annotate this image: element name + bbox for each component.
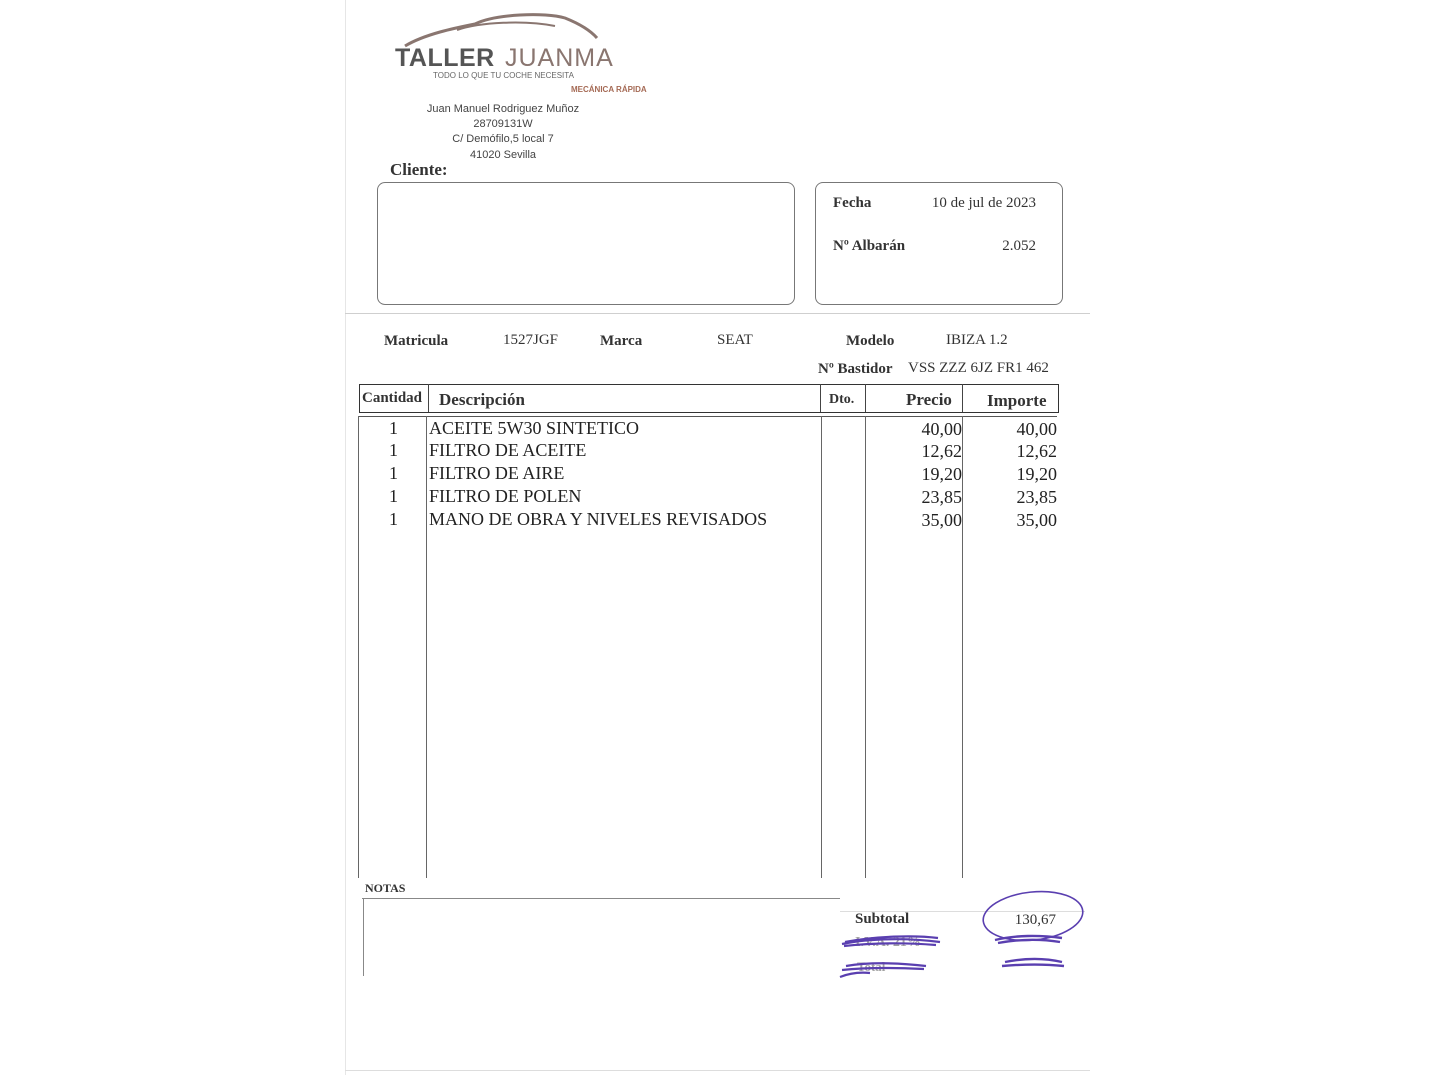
owner-city: 41020 Sevilla bbox=[469, 149, 537, 161]
bastidor-value: VSS ZZZ 6JZ FR1 462 bbox=[908, 360, 1049, 376]
marca-value: SEAT bbox=[717, 332, 753, 348]
col-importe: Importe bbox=[987, 391, 1047, 410]
modelo-value: IBIZA 1.2 bbox=[946, 332, 1008, 348]
albaran-value: 2.052 bbox=[1002, 238, 1036, 254]
client-box bbox=[377, 182, 795, 305]
body-divider bbox=[865, 416, 866, 878]
subtotal-value: 130,67 bbox=[1014, 912, 1056, 928]
col-dto: Dto. bbox=[829, 392, 855, 407]
client-label: Cliente: bbox=[390, 160, 448, 179]
owner-nif: 28709131W bbox=[473, 118, 533, 130]
row-5-precio: 35,00 bbox=[921, 510, 962, 530]
notes-top-line bbox=[362, 898, 840, 899]
bastidor-label: Nº Bastidor bbox=[818, 361, 893, 377]
row-3-descripcion: FILTRO DE AIRE bbox=[429, 463, 565, 483]
logo-subtitle: MECÁNICA RÁPIDA bbox=[571, 85, 647, 94]
header-divider bbox=[962, 384, 963, 412]
matricula-label: Matricula bbox=[384, 333, 449, 349]
col-descripcion: Descripción bbox=[439, 390, 525, 409]
body-divider bbox=[821, 416, 822, 878]
row-4-precio: 23,85 bbox=[921, 487, 962, 507]
row-2-precio: 12,62 bbox=[921, 441, 962, 461]
row-1-descripcion: ACEITE 5W30 SINTETICO bbox=[429, 418, 639, 438]
matricula-value: 1527JGF bbox=[503, 332, 559, 348]
subtotal-label: Subtotal bbox=[855, 911, 910, 927]
col-precio: Precio bbox=[906, 390, 952, 409]
section-divider bbox=[345, 313, 1090, 314]
row-5-descripcion: MANO DE OBRA Y NIVELES REVISADOS bbox=[429, 509, 768, 529]
total-label: Total bbox=[857, 959, 886, 974]
row-5-importe: 35,00 bbox=[1016, 510, 1057, 530]
row-2-importe: 12,62 bbox=[1016, 441, 1057, 461]
row-1-cantidad: 1 bbox=[389, 418, 398, 438]
modelo-label: Modelo bbox=[846, 333, 895, 349]
notas-label: NOTAS bbox=[365, 881, 406, 895]
owner-name: Juan Manuel Rodriguez Muñoz bbox=[426, 103, 580, 115]
header-divider bbox=[428, 384, 429, 412]
body-divider bbox=[426, 416, 427, 878]
col-cantidad: Cantidad bbox=[362, 390, 423, 406]
row-3-cantidad: 1 bbox=[389, 463, 398, 483]
body-top-line bbox=[359, 416, 1057, 417]
owner-street: C/ Demófilo,5 local 7 bbox=[452, 133, 554, 145]
row-3-importe: 19,20 bbox=[1016, 464, 1057, 484]
row-4-descripcion: FILTRO DE POLEN bbox=[429, 486, 582, 506]
row-4-importe: 23,85 bbox=[1016, 487, 1057, 507]
body-divider bbox=[962, 416, 963, 878]
header-divider bbox=[865, 384, 866, 412]
fecha-label: Fecha bbox=[833, 195, 872, 211]
row-5-cantidad: 1 bbox=[389, 509, 398, 529]
row-4-cantidad: 1 bbox=[389, 486, 398, 506]
row-2-descripcion: FILTRO DE ACEITE bbox=[429, 440, 587, 460]
row-1-precio: 40,00 bbox=[921, 419, 962, 439]
albaran-label: Nº Albarán bbox=[833, 238, 906, 254]
header-divider bbox=[820, 384, 821, 412]
logo-juanma-text: JUANMA bbox=[505, 44, 614, 72]
fecha-value: 10 de jul de 2023 bbox=[931, 195, 1036, 211]
logo-tagline: TODO LO QUE TU COCHE NECESITA bbox=[433, 71, 574, 80]
body-divider bbox=[358, 416, 359, 878]
row-3-precio: 19,20 bbox=[921, 464, 962, 484]
iva-label: I.V.A. 21% bbox=[855, 935, 921, 950]
notes-left-line bbox=[363, 898, 364, 976]
logo-taller-text: TALLER bbox=[395, 44, 495, 72]
marca-label: Marca bbox=[600, 333, 643, 349]
row-2-cantidad: 1 bbox=[389, 440, 398, 460]
row-1-importe: 40,00 bbox=[1016, 419, 1057, 439]
pen-scribble bbox=[830, 880, 1100, 985]
sheet-bottom bbox=[345, 1070, 1090, 1071]
